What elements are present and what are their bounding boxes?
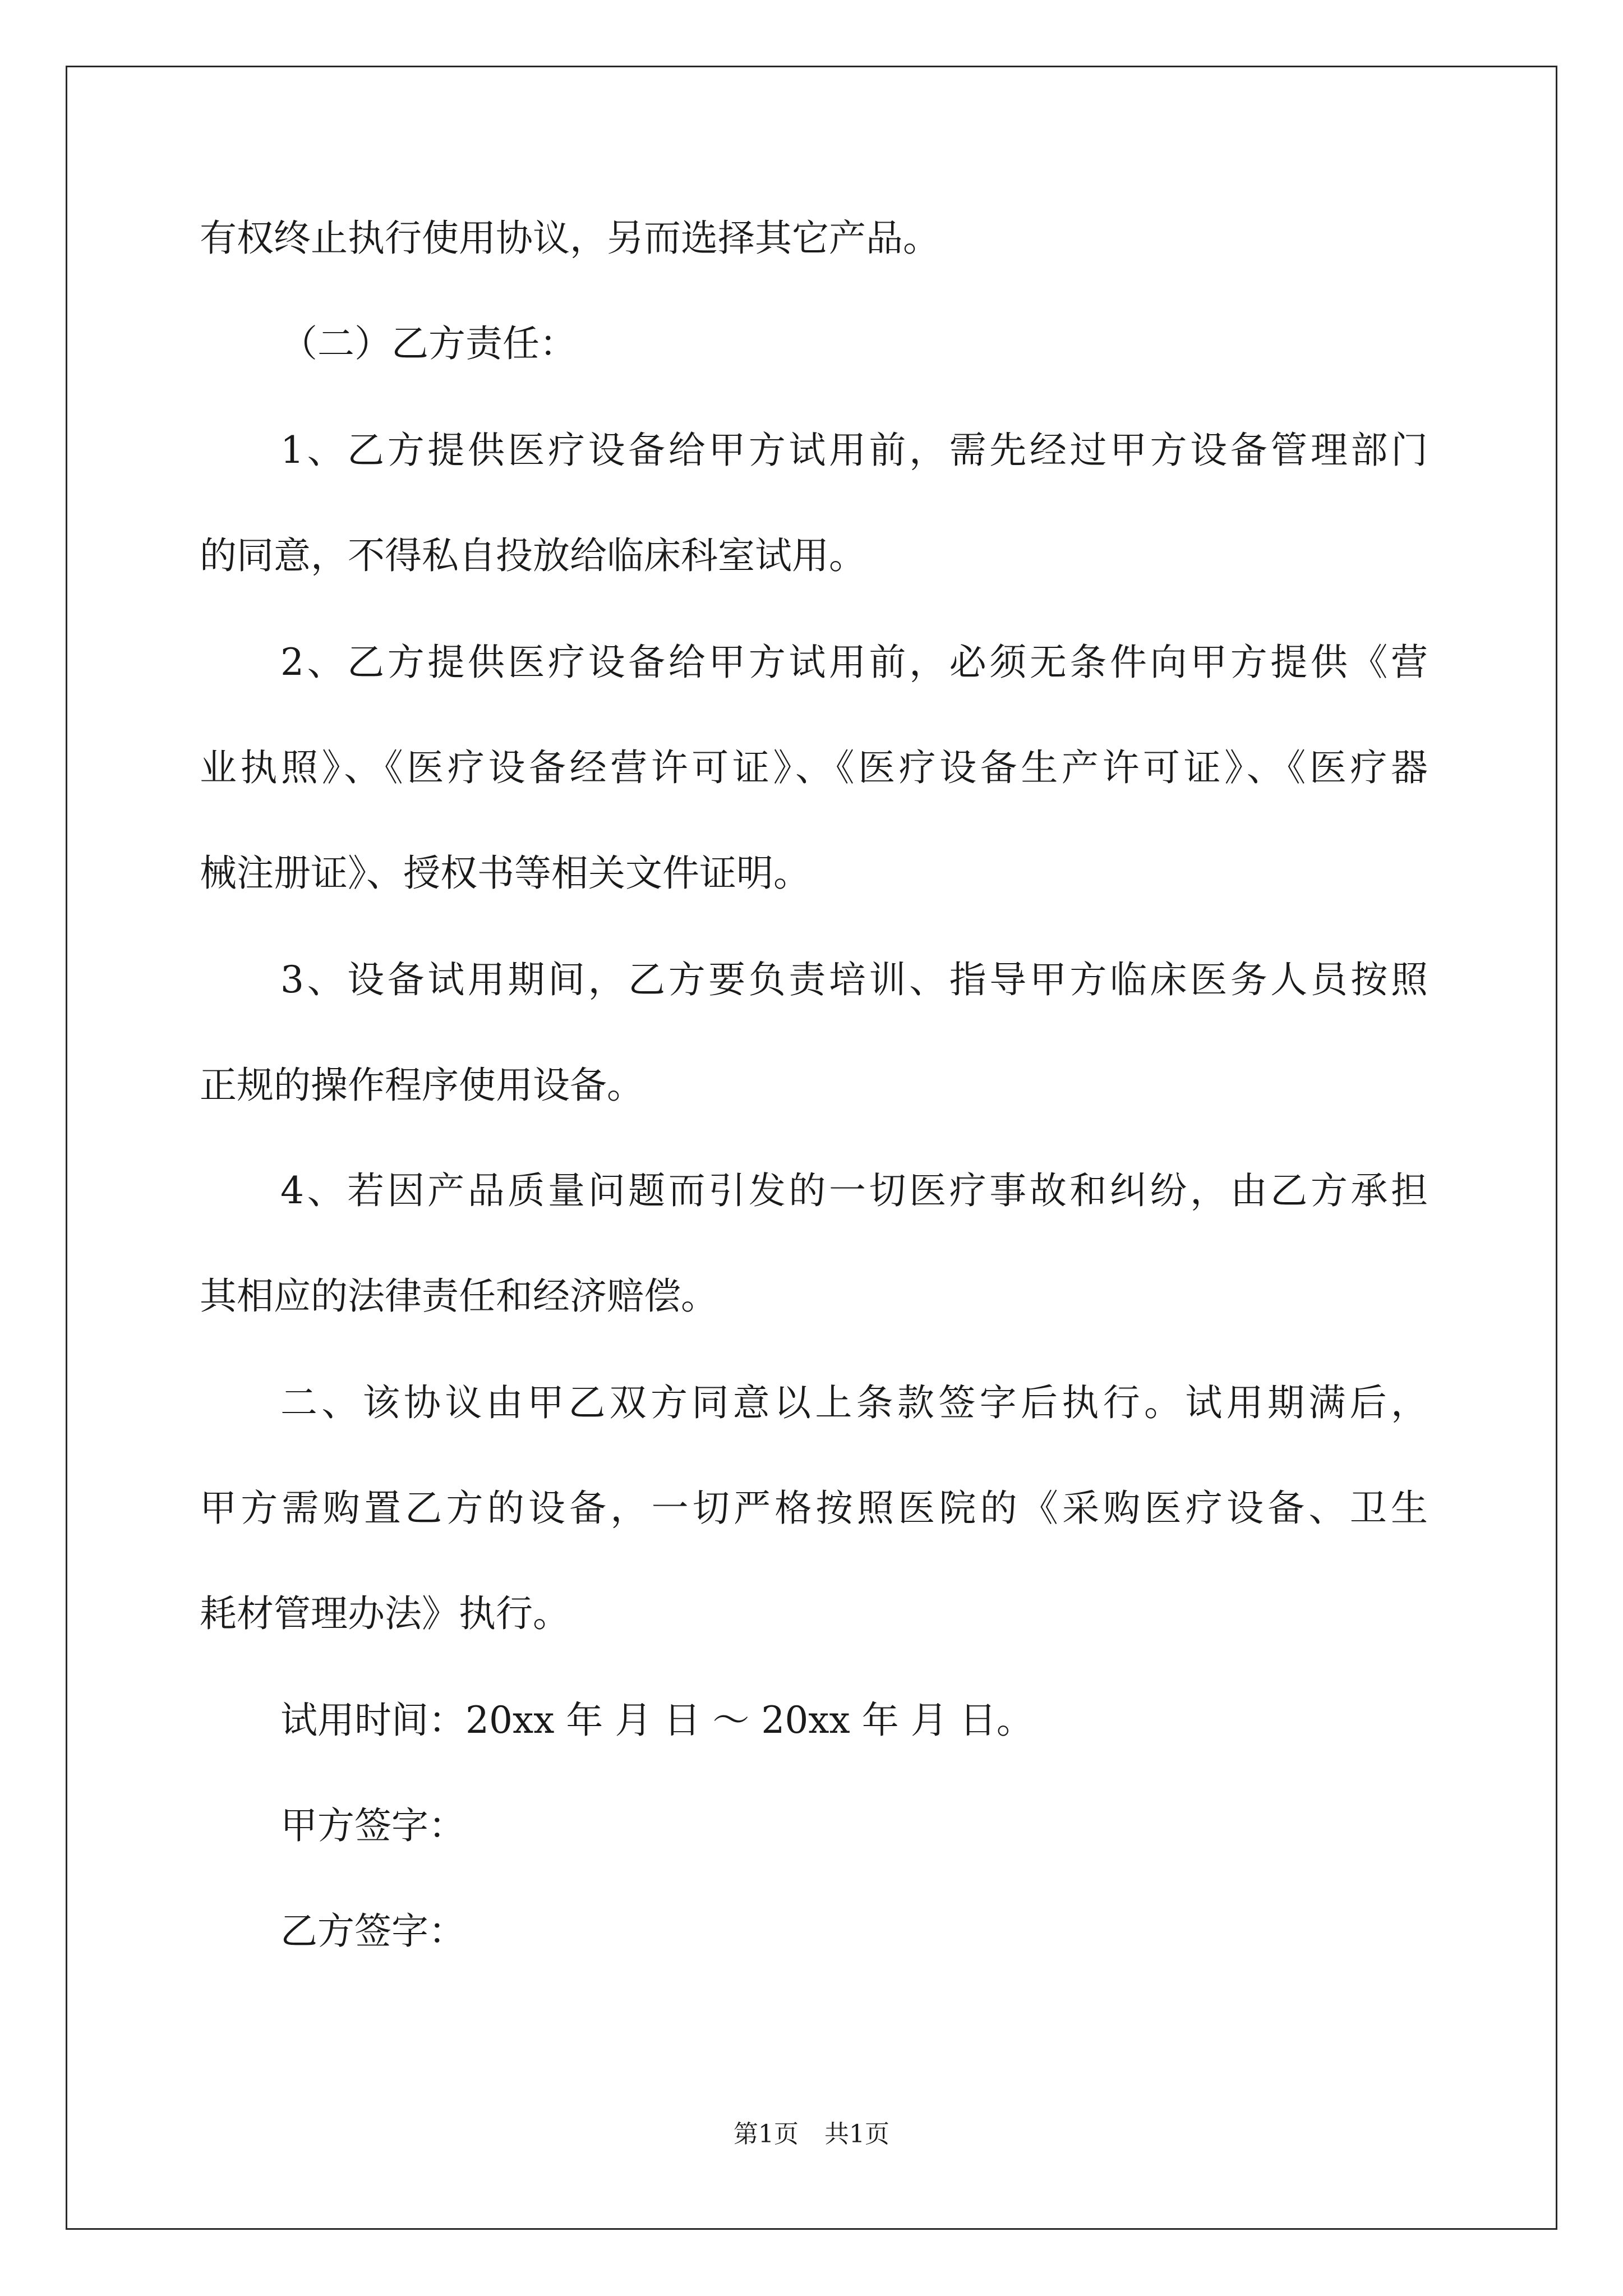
text-line: 4、若因产品质量问题而引发的一切医疗事故和纠纷，由乙方承担 bbox=[280, 1169, 1428, 1212]
text-line: 械注册证》、授权书等相关文件证明。 bbox=[200, 852, 810, 895]
text-line: 正规的操作程序使用设备。 bbox=[200, 1064, 644, 1107]
page-number: 第1页 bbox=[734, 2120, 799, 2148]
text-line: 2、乙方提供医疗设备给甲方试用前，必须无条件向甲方提供《营 bbox=[280, 641, 1428, 684]
party-a-signature-label: 甲方签字： bbox=[280, 1804, 465, 1847]
page-footer bbox=[0, 2118, 1623, 2151]
page-total: 共1页 bbox=[824, 2120, 889, 2148]
text-line: 的同意，不得私自投放给临床科室试用。 bbox=[200, 534, 866, 577]
text-line: 有权终止执行使用协议，另而选择其它产品。 bbox=[200, 217, 940, 260]
text-line: 其相应的法律责任和经济赔偿。 bbox=[200, 1274, 718, 1318]
text-line: 二、该协议由甲乙双方同意以上条款签字后执行。试用期满后， bbox=[280, 1381, 1428, 1424]
text-line: 耗材管理办法》执行。 bbox=[200, 1592, 570, 1635]
page-border bbox=[66, 66, 1557, 2230]
text-line: 甲方需购置乙方的设备，一切严格按照医院的《采购医疗设备、卫生 bbox=[200, 1487, 1428, 1530]
trial-period-line: 试用时间：20xx 年 月 日 ～ 20xx 年 月 日。 bbox=[280, 1699, 1034, 1742]
text-line: 3、设备试用期间，乙方要负责培训、指导甲方临床医务人员按照 bbox=[280, 958, 1428, 1001]
section-heading: （二）乙方责任： bbox=[280, 322, 577, 365]
party-b-signature-label: 乙方签字： bbox=[280, 1910, 465, 1953]
text-line: 业执照》、《医疗设备经营许可证》、《医疗设备生产许可证》、《医疗器 bbox=[200, 746, 1428, 789]
text-line: 1、乙方提供医疗设备给甲方试用前，需先经过甲方设备管理部门 bbox=[280, 429, 1428, 472]
